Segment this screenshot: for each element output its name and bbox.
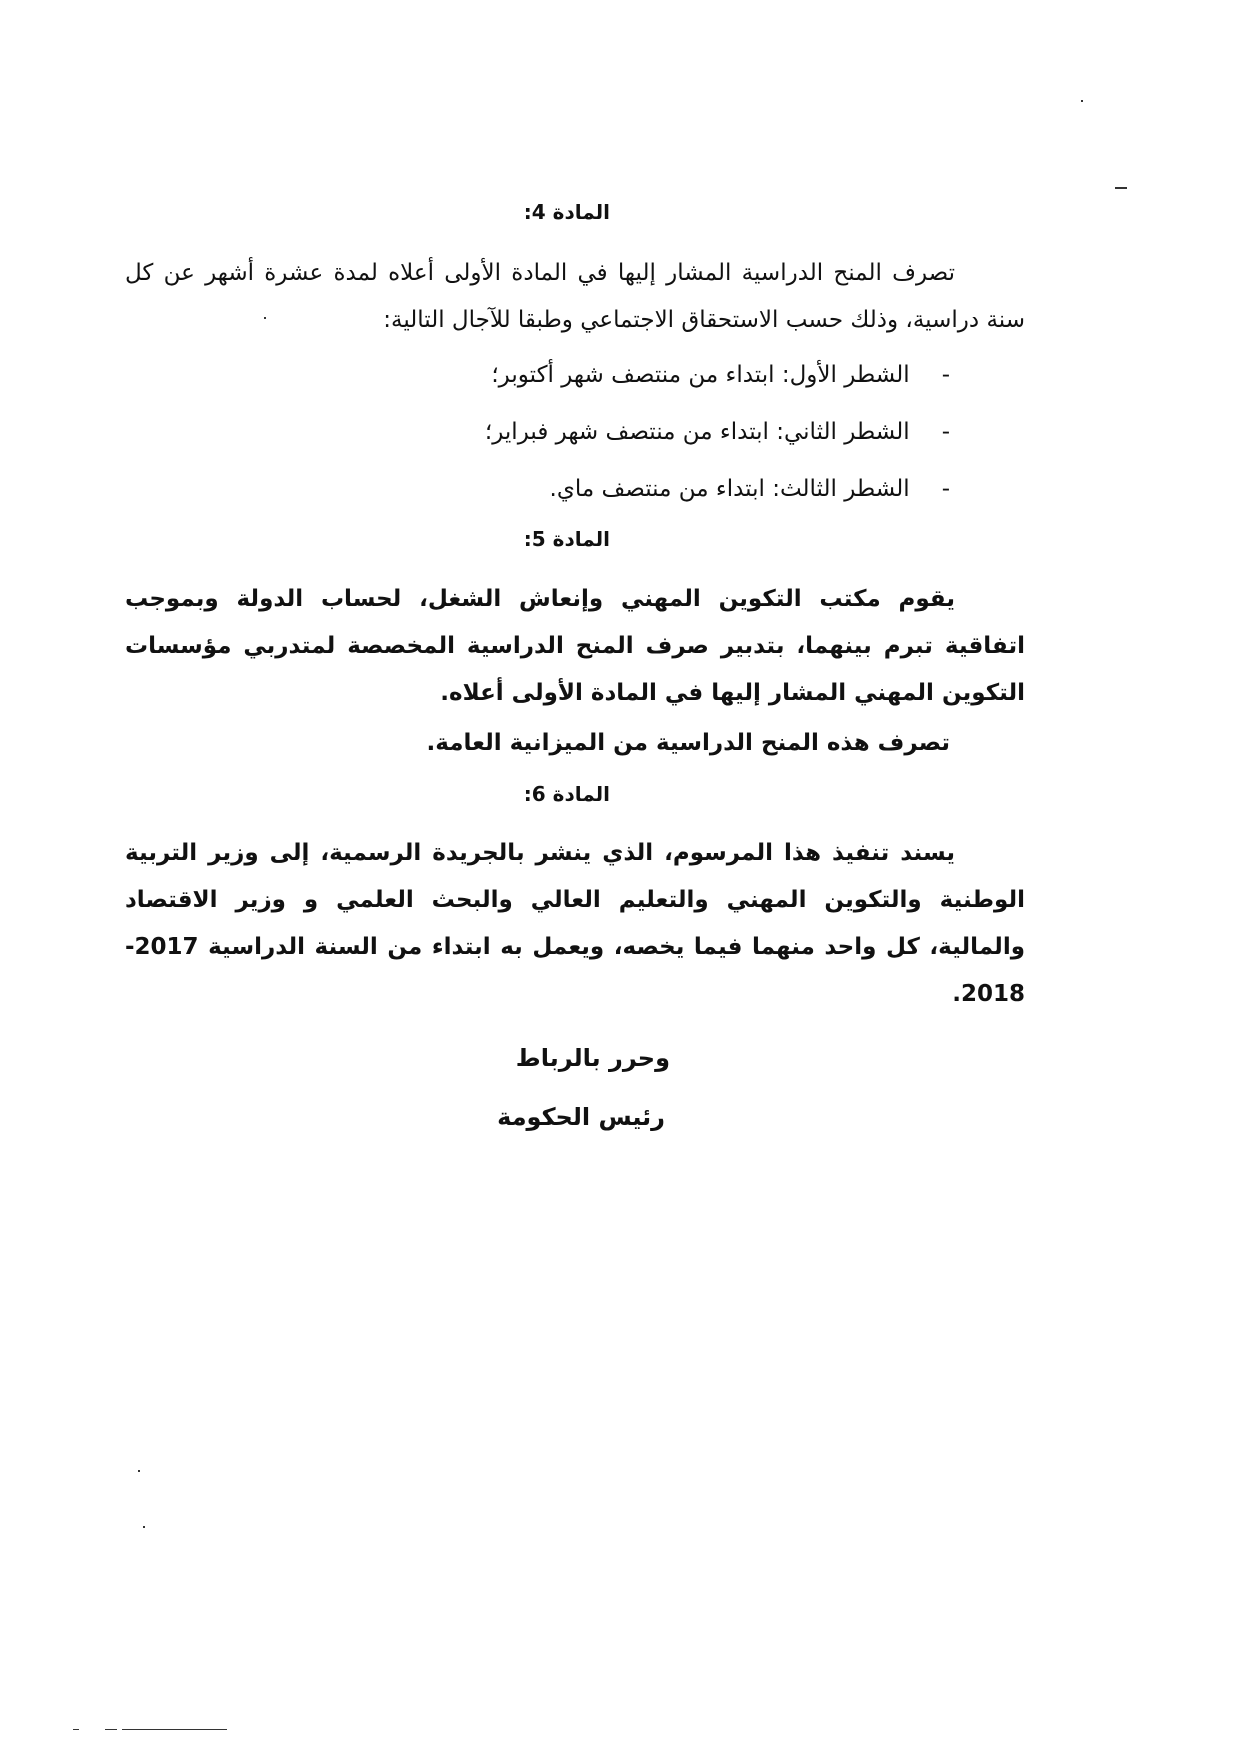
closing-place: وحرر بالرباط bbox=[515, 1044, 670, 1072]
scan-bottom-line bbox=[122, 1729, 227, 1730]
scan-bottom-line bbox=[73, 1729, 79, 1730]
bullet-dash: - bbox=[941, 476, 950, 502]
article-4-item-3 bbox=[550, 476, 950, 502]
scan-bottom-line bbox=[105, 1729, 117, 1730]
article-4-item-1 bbox=[491, 362, 950, 388]
article-5-heading: المادة 5: bbox=[523, 527, 610, 551]
article-4-paragraph: تصرف المنح الدراسية المشار إليها في المادة الأولى أعلاه لمدة عشرة أشهر عن كل سنة دراسية، وذلك حسب الاستحقاق الاجتماعي وطبقا للآجال التالية: bbox=[125, 260, 1025, 333]
scan-speck bbox=[1081, 100, 1083, 102]
bullet-dash: - bbox=[941, 419, 950, 445]
closing-signatory: رئيس الحكومة bbox=[497, 1103, 665, 1131]
article-6-paragraph: يسند تنفيذ هذا المرسوم، الذي ينشر بالجريدة الرسمية، إلى وزير التربية الوطنية والتكوين المهني والتعليم العالي والبحث العلمي و وزير الاقتصاد والمالية، كل واحد منهما فيما يخصه، ويعمل به ابتداء من السنة الدراسية 2017-2018. bbox=[125, 840, 1025, 1007]
article-5-paragraph: يقوم مكتب التكوين المهني وإنعاش الشغل، لحساب الدولة وبموجب اتفاقية تبرم بينهما، بتدبير صرف المنح الدراسية المخصصة لمتدربي مؤسسات التكوين المهني المشار إليها في المادة الأولى أعلاه. bbox=[125, 586, 1025, 706]
scan-speck bbox=[143, 1526, 145, 1528]
item-text: الشطر الثاني: ابتداء من منتصف شهر فبراير؛ bbox=[484, 419, 910, 445]
scan-mark-right bbox=[1115, 187, 1127, 189]
scan-speck bbox=[138, 1470, 140, 1472]
scan-speck bbox=[264, 317, 266, 319]
article-5-paragraph-2: تصرف هذه المنح الدراسية من الميزانية العامة. bbox=[426, 730, 950, 756]
item-text: الشطر الثالث: ابتداء من منتصف ماي. bbox=[549, 476, 910, 502]
article-4-heading: المادة 4: bbox=[523, 200, 610, 224]
article-4-item-2 bbox=[485, 419, 950, 445]
bullet-dash: - bbox=[941, 362, 950, 388]
item-text: الشطر الأول: ابتداء من منتصف شهر أكتوبر؛ bbox=[491, 362, 910, 388]
article-6-heading: المادة 6: bbox=[523, 782, 610, 806]
